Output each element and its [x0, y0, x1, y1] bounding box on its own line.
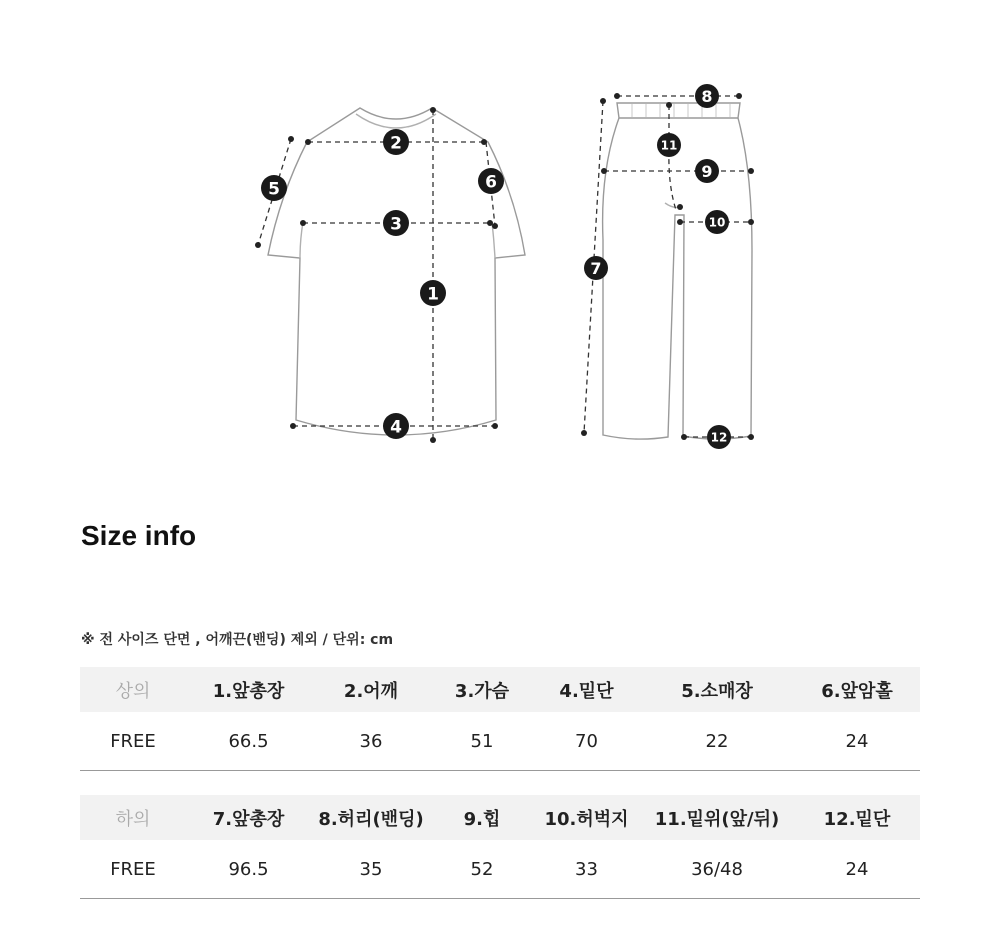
marker-10 — [705, 210, 729, 234]
tshirt-outline — [268, 108, 525, 435]
svg-text:9: 9 — [701, 162, 713, 181]
marker-4 — [383, 413, 409, 439]
column-header: 4.밑단 — [533, 667, 640, 712]
svg-text:3: 3 — [390, 214, 402, 235]
svg-text:7: 7 — [590, 259, 602, 278]
table-cell: 70 — [533, 712, 640, 771]
table-header-row — [80, 795, 920, 840]
svg-text:8: 8 — [701, 87, 713, 106]
column-header: 9.힙 — [431, 795, 533, 840]
table-cell: 66.5 — [186, 712, 311, 771]
column-header: 8.허리(밴딩) — [311, 795, 431, 840]
column-header: 10.허벅지 — [533, 795, 640, 840]
table-cell: 22 — [640, 712, 794, 771]
table-cell: 36/48 — [640, 840, 794, 899]
tshirt-endpoints — [255, 107, 498, 443]
size-note: ※ 전 사이즈 단면 , 어깨끈(밴딩) 제외 / 단위: cm — [81, 632, 394, 648]
table-cell: 33 — [533, 840, 640, 899]
column-header: 12.밑단 — [794, 795, 920, 840]
column-header: 1.앞총장 — [186, 667, 311, 712]
table-cell: 24 — [794, 840, 920, 899]
table-cell: 35 — [311, 840, 431, 899]
svg-text:5: 5 — [268, 179, 280, 200]
column-header: 6.앞암홀 — [794, 667, 920, 712]
marker-7 — [584, 256, 608, 280]
marker-5 — [261, 175, 287, 201]
svg-text:12: 12 — [710, 430, 728, 445]
size-label: FREE — [80, 840, 186, 899]
marker-3 — [383, 210, 409, 236]
marker-9 — [695, 159, 719, 183]
column-header: 2.어깨 — [311, 667, 431, 712]
category-label: 상의 — [80, 667, 186, 712]
marker-12 — [707, 425, 731, 449]
table-cell: 24 — [794, 712, 920, 771]
svg-text:6: 6 — [485, 172, 497, 193]
svg-text:4: 4 — [390, 417, 402, 438]
top-size-table — [80, 667, 920, 771]
table-cell: 52 — [431, 840, 533, 899]
table-cell: 51 — [431, 712, 533, 771]
table-row — [80, 712, 920, 771]
table-header-row — [80, 667, 920, 712]
svg-text:1: 1 — [427, 284, 439, 305]
marker-6 — [478, 168, 504, 194]
tshirt-measure-lines — [258, 110, 495, 440]
column-header: 7.앞총장 — [186, 795, 311, 840]
svg-text:11: 11 — [660, 138, 678, 153]
svg-text:2: 2 — [390, 133, 402, 154]
marker-1 — [420, 280, 446, 306]
section-title: Size info — [81, 520, 197, 551]
table-cell: 96.5 — [186, 840, 311, 899]
table-cell: 36 — [311, 712, 431, 771]
svg-text:10: 10 — [708, 215, 726, 230]
bottom-size-table — [80, 795, 920, 899]
size-label: FREE — [80, 712, 186, 771]
marker-11 — [657, 133, 681, 157]
column-header: 3.가슴 — [431, 667, 533, 712]
table-row — [80, 840, 920, 899]
marker-2 — [383, 129, 409, 155]
column-header: 5.소매장 — [640, 667, 794, 712]
category-label: 하의 — [80, 795, 186, 840]
marker-8 — [695, 84, 719, 108]
column-header: 11.밑위(앞/뒤) — [640, 795, 794, 840]
